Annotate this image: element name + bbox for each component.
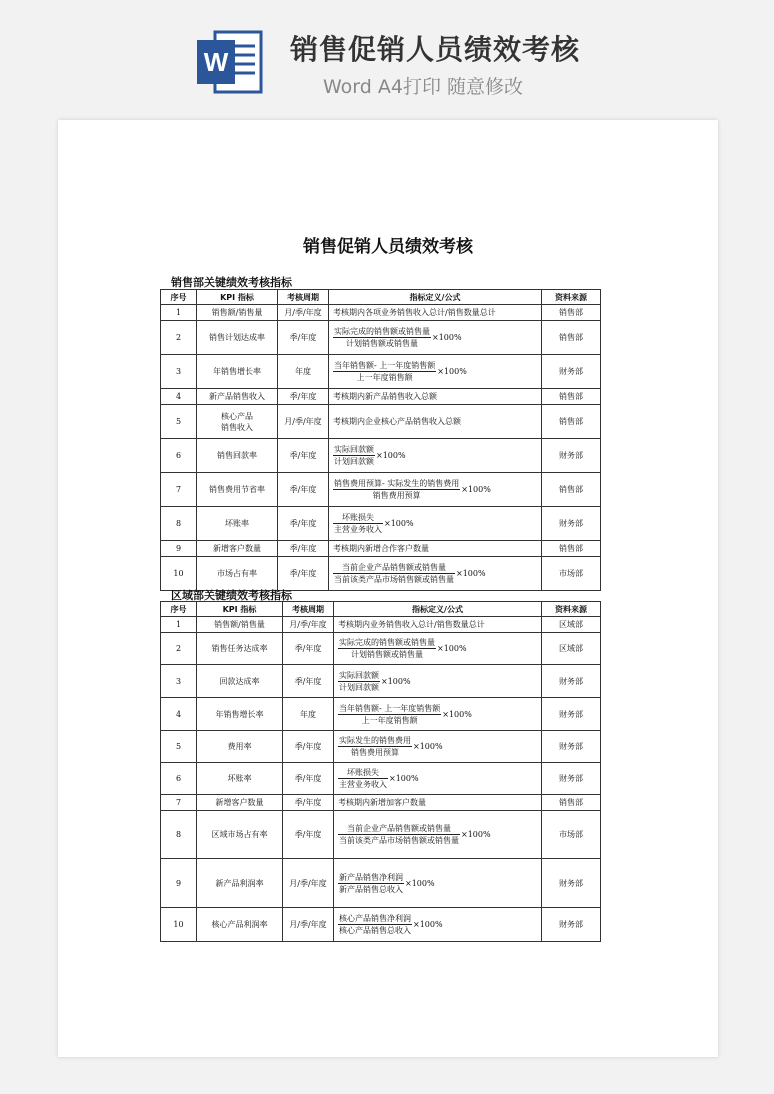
- column-header: 指标定义/公式: [329, 290, 542, 305]
- kpi-name: [197, 633, 283, 665]
- kpi-name-line: 销售任务达成率: [211, 644, 268, 653]
- data-source: 财务部: [542, 507, 601, 541]
- kpi-name-line: 核心产品利润率: [211, 920, 268, 929]
- fraction-numerator: 当前企业产品销售额或销售量: [333, 562, 455, 574]
- table-row: [161, 859, 601, 908]
- review-period: 季/年度: [278, 473, 329, 507]
- data-source: 财务部: [542, 859, 601, 908]
- row-number: 2: [161, 321, 197, 355]
- indicator-formula: [334, 665, 542, 698]
- fraction: [338, 823, 460, 846]
- percent-multiplier: ×100%: [437, 644, 467, 653]
- kpi-name-line: 市场占有率: [217, 569, 257, 578]
- kpi-name-line: 区域市场占有率: [211, 830, 268, 839]
- row-number: 3: [161, 355, 197, 389]
- percent-multiplier: ×100%: [461, 830, 491, 839]
- review-period: 季/年度: [283, 633, 334, 665]
- fraction-denominator: 主营业务收入: [339, 780, 387, 789]
- indicator-formula: [334, 698, 542, 731]
- table-row: [161, 795, 601, 811]
- indicator-formula: [329, 507, 542, 541]
- data-source: 财务部: [542, 439, 601, 473]
- fraction-denominator: 销售费用预算: [372, 491, 421, 500]
- table-row: [161, 617, 601, 633]
- kpi-name-line: 核心产品: [221, 411, 253, 421]
- data-source: 区域部: [542, 617, 601, 633]
- row-number: 9: [161, 541, 197, 557]
- kpi-name: [197, 731, 283, 763]
- review-period: 月/季/年度: [283, 617, 334, 633]
- fraction-numerator: 实际回款额: [339, 670, 379, 680]
- row-number: 10: [161, 557, 197, 591]
- fraction: [333, 478, 460, 501]
- word-icon: [193, 26, 265, 98]
- table-row: [161, 405, 601, 439]
- indicator-formula: [334, 908, 542, 942]
- row-number: 3: [161, 665, 197, 698]
- percent-multiplier: ×100%: [442, 709, 472, 719]
- data-source: 市场部: [542, 557, 601, 591]
- kpi-name: [197, 473, 278, 507]
- data-source: 销售部: [542, 321, 601, 355]
- fraction: [333, 512, 383, 535]
- document-title: 销售促销人员绩效考核: [303, 237, 473, 257]
- kpi-name-line: 销售额/销售量: [211, 308, 263, 317]
- table-row: [161, 665, 601, 698]
- table-row: [161, 355, 601, 389]
- indicator-formula: [329, 321, 542, 355]
- data-source: 财务部: [542, 731, 601, 763]
- kpi-name-line: 新产品利润率: [215, 878, 264, 888]
- data-source: 销售部: [542, 305, 601, 321]
- banner: [0, 0, 774, 112]
- table-row: [161, 321, 601, 355]
- column-header: KPI 指标: [197, 602, 283, 617]
- percent-multiplier: ×100%: [432, 333, 462, 342]
- percent-multiplier: ×100%: [461, 485, 491, 494]
- row-number: 7: [161, 473, 197, 507]
- fraction-denominator: 计划销售额或销售量: [346, 339, 418, 348]
- review-period: 季/年度: [283, 731, 334, 763]
- review-period: 季/年度: [278, 541, 329, 557]
- kpi-name: [197, 405, 278, 439]
- fraction-denominator: 销售费用预算: [351, 748, 399, 757]
- table-row: [161, 389, 601, 405]
- section1-title: 销售部关键绩效考核指标: [171, 276, 292, 289]
- review-period: 季/年度: [283, 763, 334, 795]
- fraction-numerator: 销售费用预算- 实际发生的销售费用: [334, 479, 460, 488]
- fraction-numerator: 坏账损失: [338, 767, 388, 779]
- kpi-name-line: 费用率: [227, 742, 252, 751]
- kpi-name: [197, 305, 278, 321]
- fraction: [333, 326, 431, 349]
- indicator-formula: [329, 355, 542, 389]
- indicator-formula: 考核期内新产品销售收入总额: [329, 389, 542, 405]
- banner-subtitle: Word A4打印 随意修改: [323, 76, 524, 98]
- fraction: [338, 735, 412, 758]
- review-period: 年度: [283, 698, 334, 731]
- table-row: [161, 908, 601, 942]
- data-source: 财务部: [542, 355, 601, 389]
- column-header: 资料来源: [542, 602, 601, 617]
- fraction: [338, 670, 380, 693]
- review-period: 季/年度: [278, 389, 329, 405]
- review-period: 月/季/年度: [278, 305, 329, 321]
- table-row: [161, 473, 601, 507]
- data-source: 区域部: [542, 633, 601, 665]
- row-number: 2: [161, 633, 197, 665]
- fraction: [338, 703, 441, 726]
- kpi-name-line: 新增客户数量: [213, 544, 261, 553]
- kpi-name-line: 新增客户数量: [215, 798, 264, 807]
- kpi-name: [197, 389, 278, 405]
- kpi-name: [197, 763, 283, 795]
- fraction: [333, 562, 455, 585]
- data-source: 销售部: [542, 405, 601, 439]
- row-number: 8: [161, 507, 197, 541]
- kpi-name-line: 销售计划达成率: [209, 333, 265, 342]
- header-row: [161, 290, 601, 305]
- percent-multiplier: ×100%: [381, 676, 411, 686]
- percent-multiplier: ×100%: [405, 878, 435, 888]
- kpi-name-line: 坏账率: [227, 774, 252, 783]
- column-header: KPI 指标: [197, 290, 278, 305]
- review-period: 年度: [278, 355, 329, 389]
- column-header: 序号: [161, 602, 197, 617]
- fraction-numerator: 当前企业产品销售额或销售量: [338, 823, 460, 835]
- data-source: 市场部: [542, 811, 601, 859]
- data-source: 财务部: [542, 763, 601, 795]
- column-header: 考核周期: [283, 602, 334, 617]
- indicator-formula: [334, 633, 542, 665]
- kpi-name: [197, 698, 283, 731]
- indicator-formula: 考核期内业务销售收入总计/销售数量总计: [334, 617, 542, 633]
- column-header: 资料来源: [542, 290, 601, 305]
- data-source: 财务部: [542, 908, 601, 942]
- data-source: 销售部: [542, 389, 601, 405]
- review-period: 季/年度: [283, 811, 334, 859]
- fraction-denominator: 计划回款额: [339, 682, 379, 692]
- fraction-denominator: 当前该类产品市场销售额或销售量: [334, 575, 454, 584]
- kpi-name-line: 坏账率: [225, 519, 249, 528]
- row-number: 6: [161, 439, 197, 473]
- row-number: 4: [161, 698, 197, 731]
- indicator-formula: 考核期内各项业务销售收入总计/销售数量总计: [329, 305, 542, 321]
- column-header: 考核周期: [278, 290, 329, 305]
- regional-kpi-table: [160, 601, 601, 942]
- kpi-name: [197, 541, 278, 557]
- table-row: [161, 633, 601, 665]
- percent-multiplier: ×100%: [413, 920, 443, 929]
- percent-multiplier: ×100%: [413, 742, 443, 751]
- kpi-name: [197, 908, 283, 942]
- kpi-name: [197, 795, 283, 811]
- fraction: [338, 872, 404, 895]
- kpi-name: [197, 557, 278, 591]
- banner-title: 销售促销人员绩效考核: [290, 33, 581, 66]
- row-number: 7: [161, 795, 197, 811]
- section2-title: 区域部关键绩效考核指标: [171, 589, 292, 602]
- table-row: [161, 541, 601, 557]
- fraction-denominator: 上一年度销售额: [356, 373, 413, 382]
- kpi-name-line: 新产品销售收入: [209, 392, 265, 401]
- fraction-numerator: 实际回款额: [334, 445, 374, 454]
- kpi-name: [197, 859, 283, 908]
- table-row: [161, 763, 601, 795]
- table-row: [161, 305, 601, 321]
- row-number: 10: [161, 908, 197, 942]
- fraction-numerator: 坏账损失: [333, 512, 383, 524]
- fraction: [333, 360, 436, 383]
- fraction-numerator: 当年销售额- 上一年度销售额: [339, 703, 441, 713]
- indicator-formula: [334, 811, 542, 859]
- kpi-name-line: 销售额/销售量: [214, 620, 265, 629]
- indicator-formula: [334, 731, 542, 763]
- row-number: 1: [161, 305, 197, 321]
- kpi-name: [197, 617, 283, 633]
- row-number: 1: [161, 617, 197, 633]
- table-row: [161, 507, 601, 541]
- row-number: 8: [161, 811, 197, 859]
- fraction-denominator: 当前该类产品市场销售额或销售量: [339, 836, 459, 845]
- kpi-name: [197, 811, 283, 859]
- fraction-denominator: 主营业务收入: [334, 525, 382, 534]
- kpi-name: [197, 355, 278, 389]
- data-source: 销售部: [542, 795, 601, 811]
- fraction-denominator: 计划销售额或销售量: [351, 650, 423, 659]
- fraction-denominator: 计划回款额: [334, 457, 374, 466]
- fraction-numerator: 实际完成的销售额或销售量: [334, 327, 430, 336]
- indicator-formula: [334, 859, 542, 908]
- indicator-formula: [334, 763, 542, 795]
- table-row: [161, 731, 601, 763]
- table-row: [161, 698, 601, 731]
- data-source: 财务部: [542, 665, 601, 698]
- data-source: 销售部: [542, 541, 601, 557]
- document-page: [58, 120, 718, 1057]
- column-header: 序号: [161, 290, 197, 305]
- indicator-formula: [329, 473, 542, 507]
- header-row: [161, 602, 601, 617]
- table-row: [161, 439, 601, 473]
- fraction-numerator: 实际发生的销售费用: [339, 736, 411, 745]
- review-period: 季/年度: [278, 321, 329, 355]
- svg-text:W: W: [203, 47, 229, 77]
- data-source: 财务部: [542, 698, 601, 731]
- fraction: [333, 444, 375, 467]
- percent-multiplier: ×100%: [389, 774, 419, 783]
- fraction-denominator: 核心产品销售总收入: [339, 926, 411, 935]
- fraction-numerator: 当年销售额- 上一年度销售额: [334, 361, 436, 370]
- table-row: [161, 557, 601, 591]
- kpi-name: [197, 439, 278, 473]
- fraction-numerator: 核心产品销售净利润: [339, 914, 411, 923]
- kpi-name-line: 销售回款率: [217, 451, 257, 460]
- kpi-name-line: 年销售增长率: [215, 709, 264, 719]
- kpi-name: [197, 321, 278, 355]
- percent-multiplier: ×100%: [456, 569, 486, 578]
- fraction-numerator: 实际完成的销售额或销售量: [339, 638, 435, 647]
- indicator-formula: [329, 557, 542, 591]
- review-period: 季/年度: [278, 557, 329, 591]
- kpi-name-line: 销售收入: [221, 422, 253, 432]
- fraction: [338, 637, 436, 660]
- percent-multiplier: ×100%: [437, 367, 467, 376]
- indicator-formula: 考核期内新增加客户数量: [334, 795, 542, 811]
- percent-multiplier: ×100%: [384, 519, 414, 528]
- review-period: 季/年度: [278, 439, 329, 473]
- kpi-name-line: 年销售增长率: [213, 367, 261, 376]
- row-number: 5: [161, 405, 197, 439]
- review-period: 月/季/年度: [283, 908, 334, 942]
- fraction-numerator: 新产品销售净利润: [339, 872, 403, 882]
- review-period: 季/年度: [283, 665, 334, 698]
- table-row: [161, 811, 601, 859]
- kpi-name: [197, 507, 278, 541]
- row-number: 9: [161, 859, 197, 908]
- fraction-denominator: 新产品销售总收入: [339, 884, 403, 894]
- row-number: 6: [161, 763, 197, 795]
- data-source: 销售部: [542, 473, 601, 507]
- indicator-formula: [329, 439, 542, 473]
- review-period: 月/季/年度: [283, 859, 334, 908]
- indicator-formula: 考核期内企业核心产品销售收入总额: [329, 405, 542, 439]
- kpi-name: [197, 665, 283, 698]
- percent-multiplier: ×100%: [376, 451, 406, 460]
- fraction: [338, 767, 388, 790]
- kpi-name-line: 回款达成率: [219, 676, 260, 686]
- column-header: 指标定义/公式: [334, 602, 542, 617]
- fraction: [338, 913, 412, 936]
- sales-kpi-table: [160, 289, 601, 591]
- indicator-formula: 考核期内新增合作客户数量: [329, 541, 542, 557]
- kpi-name-line: 销售费用节省率: [209, 485, 265, 494]
- review-period: 季/年度: [278, 507, 329, 541]
- row-number: 5: [161, 731, 197, 763]
- fraction-denominator: 上一年度销售额: [361, 715, 418, 725]
- review-period: 月/季/年度: [278, 405, 329, 439]
- row-number: 4: [161, 389, 197, 405]
- review-period: 季/年度: [283, 795, 334, 811]
